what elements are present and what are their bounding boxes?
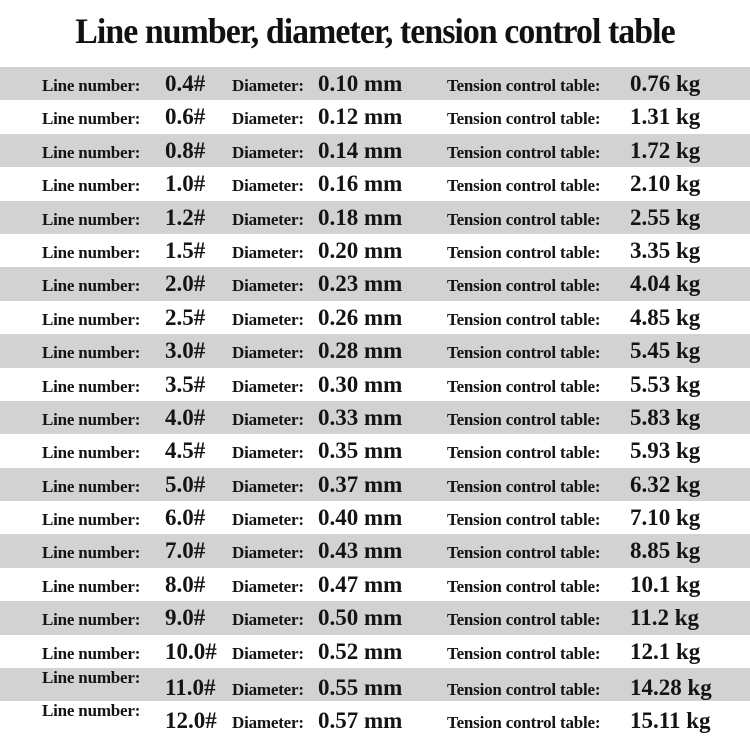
- line-number-value: 0.6#: [165, 104, 206, 130]
- tension-label: Tension control table:: [447, 476, 601, 496]
- table-row: [0, 234, 750, 267]
- diameter-label: Diameter:: [232, 576, 304, 596]
- table-row: [0, 167, 750, 200]
- line-number-value: 4.5#: [165, 438, 206, 464]
- tension-label: Tension control table:: [447, 713, 601, 733]
- tension-value: 15.11 kg: [630, 708, 711, 734]
- tension-value: 11.2 kg: [630, 605, 700, 631]
- diameter-label: Diameter:: [232, 476, 304, 496]
- table-row: [0, 668, 750, 701]
- tension-value: 0.76 kg: [630, 71, 701, 96]
- diameter-value: 0.52 mm: [318, 638, 403, 664]
- tension-value: 10.1 kg: [630, 571, 701, 597]
- line-number-value: 9.0#: [165, 605, 206, 631]
- tension-value: 5.45 kg: [630, 338, 701, 364]
- tension-label: Tension control table:: [447, 142, 601, 162]
- diameter-value: 0.40 mm: [318, 505, 403, 531]
- diameter-label: Diameter:: [232, 176, 304, 196]
- diameter-label: Diameter:: [232, 543, 304, 563]
- table-row: [0, 100, 750, 133]
- diameter-value: 0.14 mm: [318, 137, 403, 163]
- tension-label: Tension control table:: [447, 543, 601, 563]
- table-row: [0, 701, 750, 734]
- tension-value: 3.35 kg: [630, 237, 701, 263]
- diameter-label: Diameter:: [232, 76, 304, 95]
- tension-value: 14.28 kg: [630, 675, 712, 701]
- tension-value: 5.53 kg: [630, 371, 701, 397]
- line-number-value: 2.0#: [165, 271, 206, 297]
- table-row: [0, 501, 750, 534]
- line-number-value: 0.4#: [165, 71, 206, 96]
- diameter-label: Diameter:: [232, 443, 304, 463]
- diameter-label: Diameter:: [232, 109, 304, 129]
- tension-value: 4.85 kg: [630, 304, 701, 330]
- line-number-label: Line number:: [42, 443, 141, 463]
- table-body: [0, 67, 750, 735]
- tension-label: Tension control table:: [447, 209, 601, 229]
- tension-label: Tension control table:: [447, 176, 601, 196]
- diameter-value: 0.16 mm: [318, 171, 403, 197]
- diameter-value: 0.28 mm: [318, 338, 403, 364]
- line-number-label: Line number:: [42, 668, 141, 688]
- line-number-label: Line number:: [42, 142, 141, 162]
- line-number-value: 11.0#: [165, 675, 216, 701]
- line-number-value: 10.0#: [165, 638, 217, 664]
- tension-label: Tension control table:: [447, 409, 601, 429]
- tension-label: Tension control table:: [447, 680, 601, 700]
- table-row: [0, 267, 750, 300]
- page-title: Line number, diameter, tension control table: [75, 11, 675, 51]
- line-number-label: Line number:: [42, 409, 141, 429]
- diameter-label: Diameter:: [232, 643, 304, 663]
- table-row: [0, 534, 750, 567]
- table-row: [0, 401, 750, 434]
- tension-label: Tension control table:: [447, 109, 601, 129]
- table-row: [0, 635, 750, 668]
- tension-value: 4.04 kg: [630, 271, 701, 297]
- line-number-label: Line number:: [42, 343, 141, 363]
- tension-label: Tension control table:: [447, 576, 601, 596]
- line-number-label: Line number:: [42, 701, 141, 721]
- diameter-label: Diameter:: [232, 680, 304, 700]
- line-number-value: 12.0#: [165, 708, 217, 734]
- line-number-label: Line number:: [42, 576, 141, 596]
- tension-value: 8.85 kg: [630, 538, 701, 564]
- diameter-label: Diameter:: [232, 343, 304, 363]
- diameter-label: Diameter:: [232, 242, 304, 262]
- line-number-label: Line number:: [42, 610, 141, 630]
- tension-value: 5.83 kg: [630, 404, 701, 430]
- diameter-value: 0.18 mm: [318, 204, 403, 230]
- tension-value: 2.55 kg: [630, 204, 701, 230]
- line-number-label: Line number:: [42, 76, 141, 95]
- tension-label: Tension control table:: [447, 443, 601, 463]
- diameter-label: Diameter:: [232, 713, 304, 733]
- table-row: [0, 601, 750, 634]
- diameter-value: 0.23 mm: [318, 271, 403, 297]
- diameter-label: Diameter:: [232, 510, 304, 530]
- tension-value: 6.32 kg: [630, 471, 701, 497]
- diameter-label: Diameter:: [232, 276, 304, 296]
- table-row: [0, 568, 750, 601]
- diameter-value: 0.20 mm: [318, 237, 403, 263]
- diameter-label: Diameter:: [232, 309, 304, 329]
- diameter-value: 0.12 mm: [318, 104, 403, 130]
- diameter-label: Diameter:: [232, 409, 304, 429]
- table-row: [0, 134, 750, 167]
- tension-label: Tension control table:: [447, 510, 601, 530]
- line-number-label: Line number:: [42, 242, 141, 262]
- table-row: [0, 368, 750, 401]
- diameter-label: Diameter:: [232, 610, 304, 630]
- table-row: [0, 468, 750, 501]
- line-number-value: 4.0#: [165, 404, 206, 430]
- line-number-value: 5.0#: [165, 471, 206, 497]
- diameter-label: Diameter:: [232, 142, 304, 162]
- line-number-value: 1.2#: [165, 204, 206, 230]
- table-row: [0, 67, 750, 100]
- tension-value: 1.72 kg: [630, 137, 701, 163]
- diameter-value: 0.35 mm: [318, 438, 403, 464]
- line-number-label: Line number:: [42, 209, 141, 229]
- line-number-value: 1.5#: [165, 237, 206, 263]
- tension-value: 7.10 kg: [630, 505, 701, 531]
- tension-value: 12.1 kg: [630, 638, 701, 664]
- tension-label: Tension control table:: [447, 276, 601, 296]
- table-row: [0, 301, 750, 334]
- line-number-value: 3.5#: [165, 371, 206, 397]
- line-number-label: Line number:: [42, 510, 141, 530]
- table-row: [0, 334, 750, 367]
- line-number-label: Line number:: [42, 376, 141, 396]
- line-number-value: 6.0#: [165, 505, 206, 531]
- line-number-label: Line number:: [42, 276, 141, 296]
- tension-label: Tension control table:: [447, 242, 601, 262]
- table-row: [0, 201, 750, 234]
- line-number-label: Line number:: [42, 643, 141, 663]
- diameter-value: 0.26 mm: [318, 304, 403, 330]
- tension-value: 5.93 kg: [630, 438, 701, 464]
- diameter-value: 0.47 mm: [318, 571, 403, 597]
- tension-label: Tension control table:: [447, 376, 601, 396]
- diameter-value: 0.50 mm: [318, 605, 403, 631]
- tension-label: Tension control table:: [447, 610, 601, 630]
- diameter-label: Diameter:: [232, 376, 304, 396]
- line-number-label: Line number:: [42, 176, 141, 196]
- diameter-value: 0.10 mm: [318, 71, 403, 96]
- line-number-label: Line number:: [42, 543, 141, 563]
- diameter-value: 0.43 mm: [318, 538, 403, 564]
- diameter-label: Diameter:: [232, 209, 304, 229]
- tension-label: Tension control table:: [447, 343, 601, 363]
- line-number-label: Line number:: [42, 476, 141, 496]
- tension-value: 1.31 kg: [630, 104, 701, 130]
- diameter-value: 0.33 mm: [318, 404, 403, 430]
- line-number-value: 3.0#: [165, 338, 206, 364]
- table-row: [0, 434, 750, 467]
- diameter-value: 0.30 mm: [318, 371, 403, 397]
- tension-value: 2.10 kg: [630, 171, 701, 197]
- line-number-value: 1.0#: [165, 171, 206, 197]
- line-number-value: 2.5#: [165, 304, 206, 330]
- tension-label: Tension control table:: [447, 643, 601, 663]
- line-number-value: 8.0#: [165, 571, 206, 597]
- line-number-value: 0.8#: [165, 137, 206, 163]
- line-number-value: 7.0#: [165, 538, 206, 564]
- line-number-label: Line number:: [42, 109, 141, 129]
- diameter-value: 0.37 mm: [318, 471, 403, 497]
- diameter-value: 0.55 mm: [318, 675, 403, 701]
- diameter-value: 0.57 mm: [318, 708, 403, 734]
- tension-label: Tension control table:: [447, 76, 601, 95]
- line-number-label: Line number:: [42, 309, 141, 329]
- tension-label: Tension control table:: [447, 309, 601, 329]
